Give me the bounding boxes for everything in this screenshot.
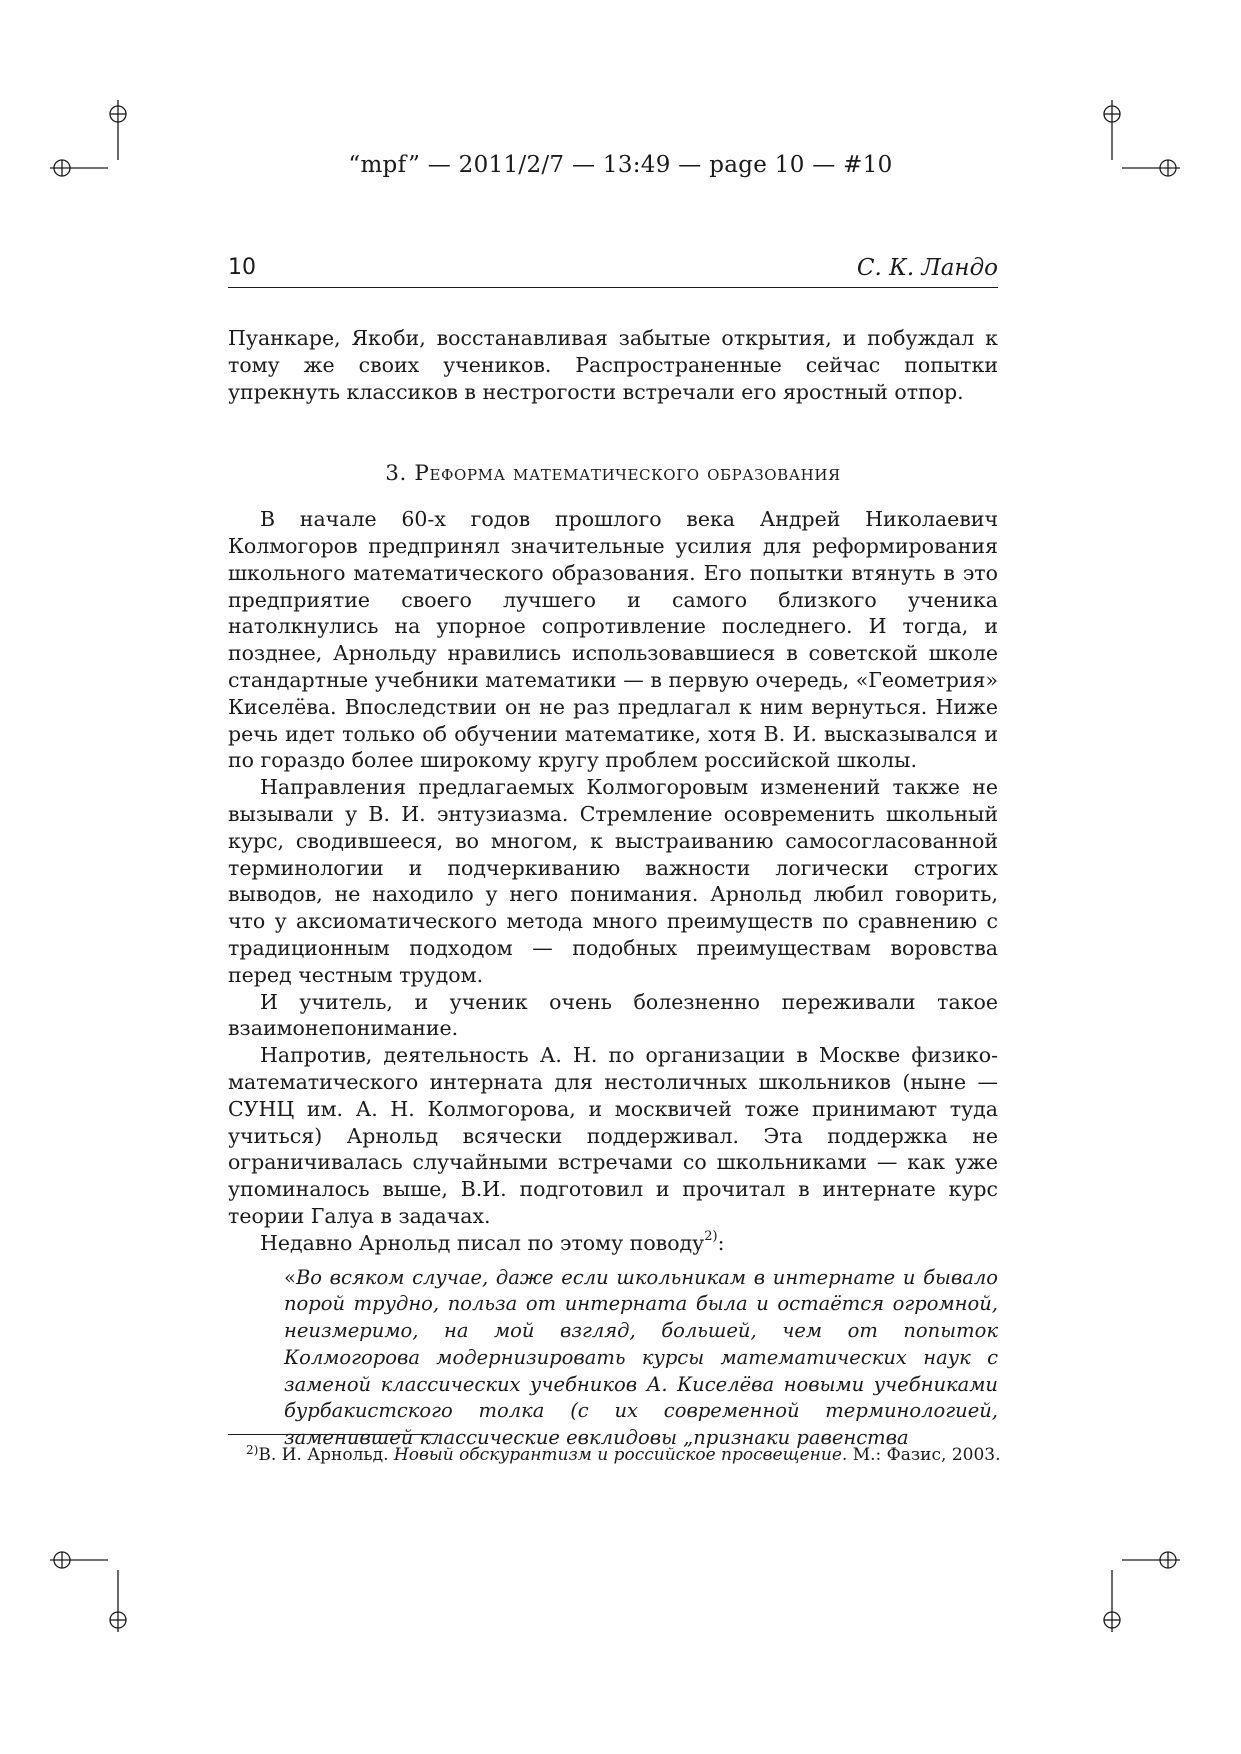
quote-open-mark: «	[284, 1265, 296, 1289]
body-text	[228, 325, 998, 1452]
block-quote	[284, 1265, 998, 1453]
section-heading	[228, 461, 998, 488]
running-head-author: С. К. Ландо	[856, 255, 998, 281]
page-slug: “mpf” — 2011/2/7 — 13:49 — page 10 — #10	[348, 152, 893, 178]
lead-in-text: Недавно Арнольд писал по этому поводу	[260, 1230, 705, 1255]
footnote-title: Новый обскурантизм и российское просвещение.	[393, 1445, 848, 1465]
footnote	[246, 1444, 1006, 1467]
page-number: 10	[228, 255, 256, 280]
paragraph: В начале 60-х годов прошлого века Андрей Николаевич Колмогоров предпринял значительные усилия для реформирования школьного математического образования. Его попытки втянуть в это предприятие своего лучшего и самого близкого ученика натолкнулись на упорное сопротивление последнего. И тогда, и позднее, Арнольду нравились использовавшиеся в советской школе стандартные учебники математики — в первую очередь, «Геометрия» Киселёва. Впоследствии он не раз предлагал к ним вернуться. Ниже речь идет только об обучении математике, хотя В. И. высказывался и по гораздо более широкому кругу проблем российской школы.	[228, 507, 998, 773]
intro-paragraph: Пуанкаре, Якоби, восстанавливая забытые открытия, и побуждал к тому же своих учеников. Распространенные сейчас попытки упрекнуть классиков в нестрогости встречали его яростный отпор.	[228, 326, 998, 404]
footnote-author: В. И. Арнольд.	[258, 1445, 389, 1465]
crop-mark-bottom-right	[1100, 1540, 1180, 1640]
footnote-rule	[228, 1434, 438, 1435]
quote-text: Во всяком случае, даже если школьникам в интернате и бывало порой трудно, польза от интерната была и остаётся огромной, неизмеримо, на мой взгляд, большей, чем от попыток Колмогорова модернизировать курсы математических наук с заменой классических учебников А. Киселёва новыми учебниками бурбакистского толка (с их современной терминологией, заменившей классические евклидовы „признаки равенства	[284, 1265, 998, 1450]
running-head	[228, 255, 998, 288]
crop-mark-top-left	[50, 100, 130, 200]
paragraph: Направления предлагаемых Колмогоровым изменений также не вызывали у В. И. энтузиазма. Стремление осовременить школьный курс, сводившееся, во многом, к выстраиванию самосогласованной терминологии и подчеркиванию важности логически строгих выводов, не находило у него понимания. Арнольд любил говорить, что у аксиоматического метода много преимуществ по сравнению с традиционным подходом — подобных преимуществам воровства перед честным трудом.	[228, 775, 998, 987]
paragraph: Напротив, деятельность А. Н. по организации в Москве физико-математического интерната для нестоличных школьников (ныне — СУНЦ им. А. Н. Колмогорова, и москвичей тоже принимают туда учиться) Арнольд всячески поддерживал. Эта поддержка не ограничивалась случайными встречами со школьниками — как уже упоминалось выше, В.И. подготовил и прочитал в интернате курс теории Галуа в задачах.	[228, 1043, 998, 1228]
lead-in-colon: :	[717, 1230, 725, 1255]
crop-mark-bottom-left	[50, 1540, 130, 1640]
quote-lead-in	[228, 1230, 998, 1257]
footnote-publisher: М.: Фазис, 2003.	[852, 1445, 1001, 1465]
crop-mark-top-right	[1100, 100, 1180, 200]
section-number: 3.	[385, 461, 407, 487]
section-title: Реформа математического образования	[414, 461, 841, 487]
paragraph: И учитель, и ученик очень болезненно переживали такое взаимонепонимание.	[228, 989, 998, 1041]
footnote-mark: 2)	[246, 1443, 259, 1457]
footnote-ref[interactable]: 2)	[704, 1228, 718, 1244]
